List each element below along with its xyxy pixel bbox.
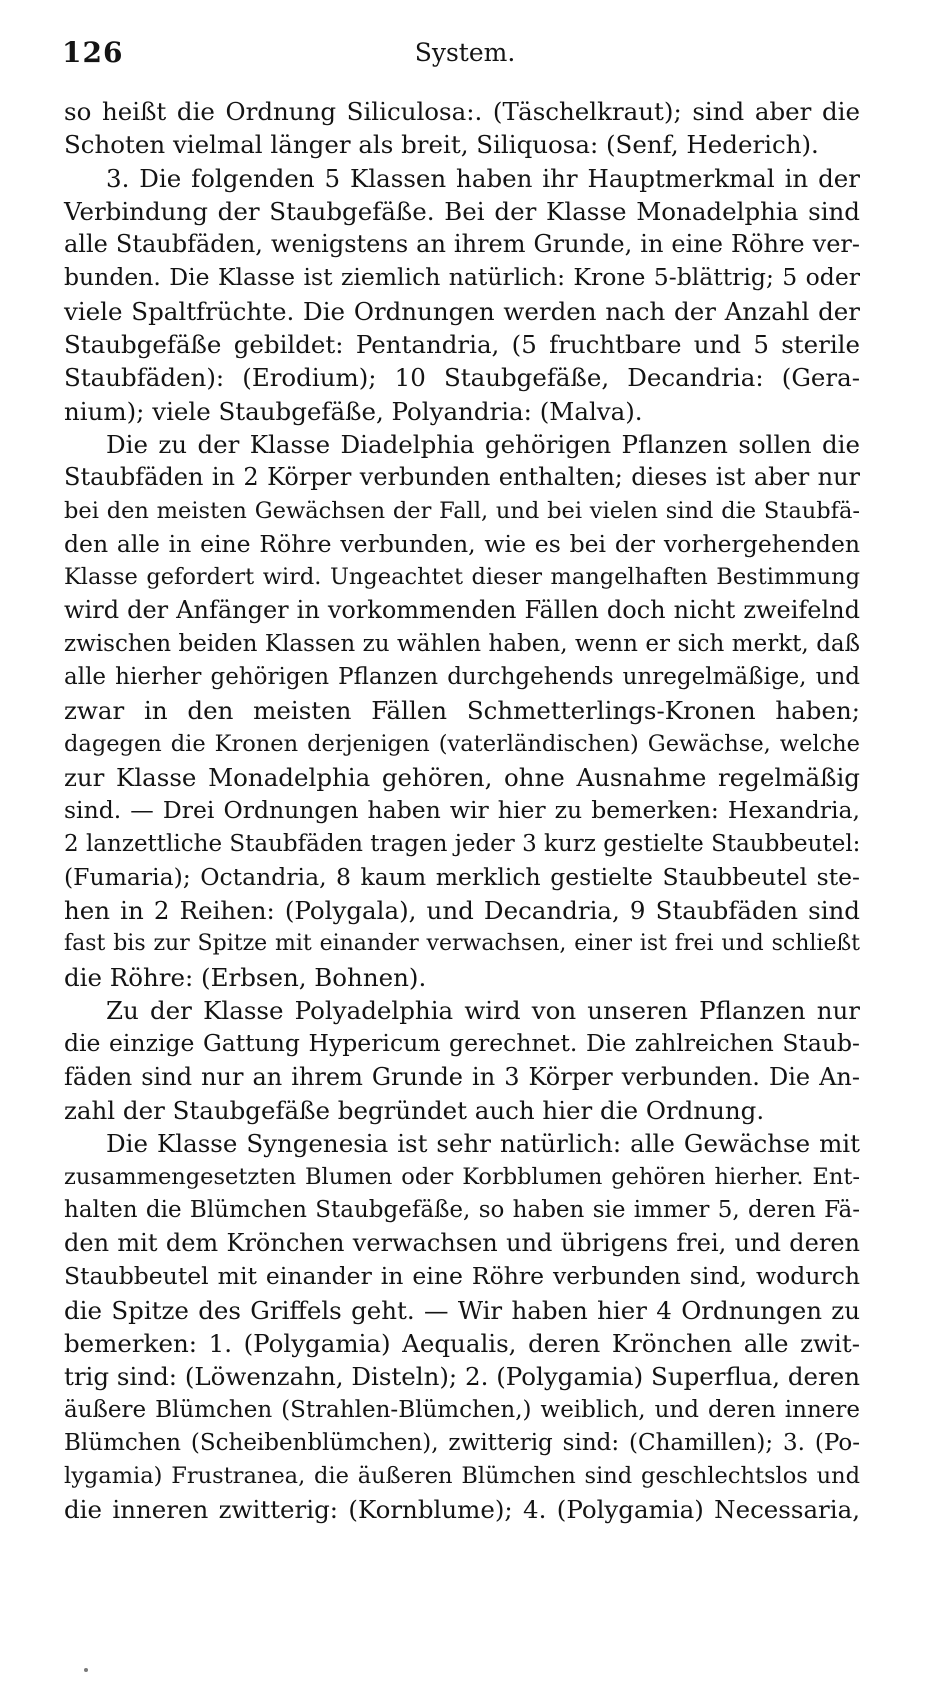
paper-speck — [84, 1668, 88, 1672]
text-line: wird der Anfänger in vorkommenden Fällen doch nicht zweifelnd — [64, 596, 860, 625]
text-line: alle Staubfäden, wenigstens an ihrem Grunde, in eine Röhre ver- — [64, 230, 860, 259]
text-line: Staubbeutel mit einander in eine Röhre verbunden sind, wodurch — [64, 1262, 860, 1291]
text-line: bei den meisten Gewächsen der Fall, und bei vielen sind die Staubfä- — [64, 497, 860, 524]
body-text — [64, 95, 860, 1527]
text-line: Klasse gefordert wird. Ungeachtet dieser mangelhaften Bestimmung — [64, 564, 860, 591]
text-line: Die zu der Klasse Diadelphia gehörigen Pflanzen sollen die — [106, 429, 860, 459]
text-line: zur Klasse Monadelphia gehören, ohne Ausnahme regelmäßig — [64, 762, 860, 792]
text-line: den alle in eine Röhre verbunden, wie es bei der vorhergehenden — [64, 529, 860, 558]
text-line: Schoten vielmal länger als breit, Siliquosa: (Senf, Hederich). — [64, 130, 819, 160]
text-line: 3. Die folgenden 5 Klassen haben ihr Hauptmerkmal in der — [106, 163, 860, 193]
running-title: System. — [414, 38, 516, 67]
text-line: nium); viele Staubgefäße, Polyandria: (Malva). — [64, 396, 643, 426]
text-line: 2 lanzettliche Staubfäden tragen jeder 3 kurz gestielte Staubbeutel: — [64, 830, 861, 857]
text-line: bemerken: 1. (Polygamia) Aequalis, deren Krönchen alle zwit- — [64, 1328, 860, 1358]
text-line: Staubfäden in 2 Körper verbunden enthalten; dieses ist aber nur — [64, 463, 860, 492]
page-number: 126 — [62, 36, 124, 69]
page-header — [62, 36, 868, 76]
text-line: zwar in den meisten Fällen Schmetterlings-Kronen haben; — [64, 696, 860, 726]
text-line: so heißt die Ordnung Siliculosa:. (Täschelkraut); sind aber die — [64, 97, 860, 126]
text-line: Staubfäden): (Erodium); 10 Staubgefäße, Decandria: (Gera- — [64, 363, 860, 393]
text-line: Zu der Klasse Polyadelphia wird von unseren Pflanzen nur — [106, 996, 860, 1026]
text-line: die Spitze des Griffels geht. — Wir haben hier 4 Ordnungen zu — [64, 1295, 860, 1325]
text-line: hen in 2 Reihen: (Polygala), und Decandria, 9 Staubfäden sind — [64, 896, 860, 926]
text-line: trig sind: (Löwenzahn, Disteln); 2. (Polygamia) Superflua, deren — [64, 1362, 860, 1392]
text-line: dagegen die Kronen derjenigen (vaterländischen) Gewächse, welche — [64, 730, 860, 757]
text-line: Staubgefäße gebildet: Pentandria, (5 fruchtbare und 5 sterile — [64, 330, 860, 360]
text-line: die einzige Gattung Hypericum gerechnet. Die zahlreichen Staub- — [64, 1029, 860, 1058]
text-line: zahl der Staubgefäße begründet auch hier die Ordnung. — [64, 1095, 765, 1125]
text-line: halten die Blümchen Staubgefäße, so haben sie immer 5, deren Fä- — [64, 1196, 860, 1223]
text-line: Blümchen (Scheibenblümchen), zwitterig sind: (Chamillen); 3. (Po- — [64, 1429, 860, 1456]
text-line: zwischen beiden Klassen zu wählen haben, wenn er sich merkt, daß — [64, 630, 860, 657]
text-line: alle hierher gehörigen Pflanzen durchgehends unregelmäßige, und — [64, 664, 860, 691]
text-line: sind. — Drei Ordnungen haben wir hier zu bemerken: Hexandria, — [64, 796, 860, 825]
text-line: die Röhre: (Erbsen, Bohnen). — [64, 962, 427, 992]
text-line: zusammengesetzten Blumen oder Korbblumen gehören hierher. Ent- — [64, 1163, 860, 1190]
text-line: Die Klasse Syngenesia ist sehr natürlich: alle Gewächse mit — [106, 1129, 860, 1159]
text-line: die inneren zwitterig: (Kornblume); 4. (Polygamia) Necessaria, — [64, 1495, 860, 1525]
text-line: fäden sind nur an ihrem Grunde in 3 Körper verbunden. Die An- — [64, 1062, 860, 1091]
text-line: bunden. Die Klasse ist ziemlich natürlich: Krone 5-blättrig; 5 oder — [64, 263, 860, 292]
text-line: (Fumaria); Octandria, 8 kaum merklich gestielte Staubbeutel ste- — [64, 862, 860, 891]
text-line: lygamia) Frustranea, die äußeren Blümchen sind geschlechtslos und — [64, 1463, 860, 1490]
text-line: äußere Blümchen (Strahlen-Blümchen,) weiblich, und deren innere — [64, 1396, 860, 1423]
text-line: fast bis zur Spitze mit einander verwachsen, einer ist frei und schließt — [64, 931, 860, 957]
text-line: viele Spaltfrüchte. Die Ordnungen werden nach der Anzahl der — [64, 296, 860, 326]
text-line: den mit dem Krönchen verwachsen und übrigens frei, und deren — [64, 1229, 860, 1258]
text-line: Verbindung der Staubgefäße. Bei der Klasse Monadelphia sind — [64, 196, 860, 226]
